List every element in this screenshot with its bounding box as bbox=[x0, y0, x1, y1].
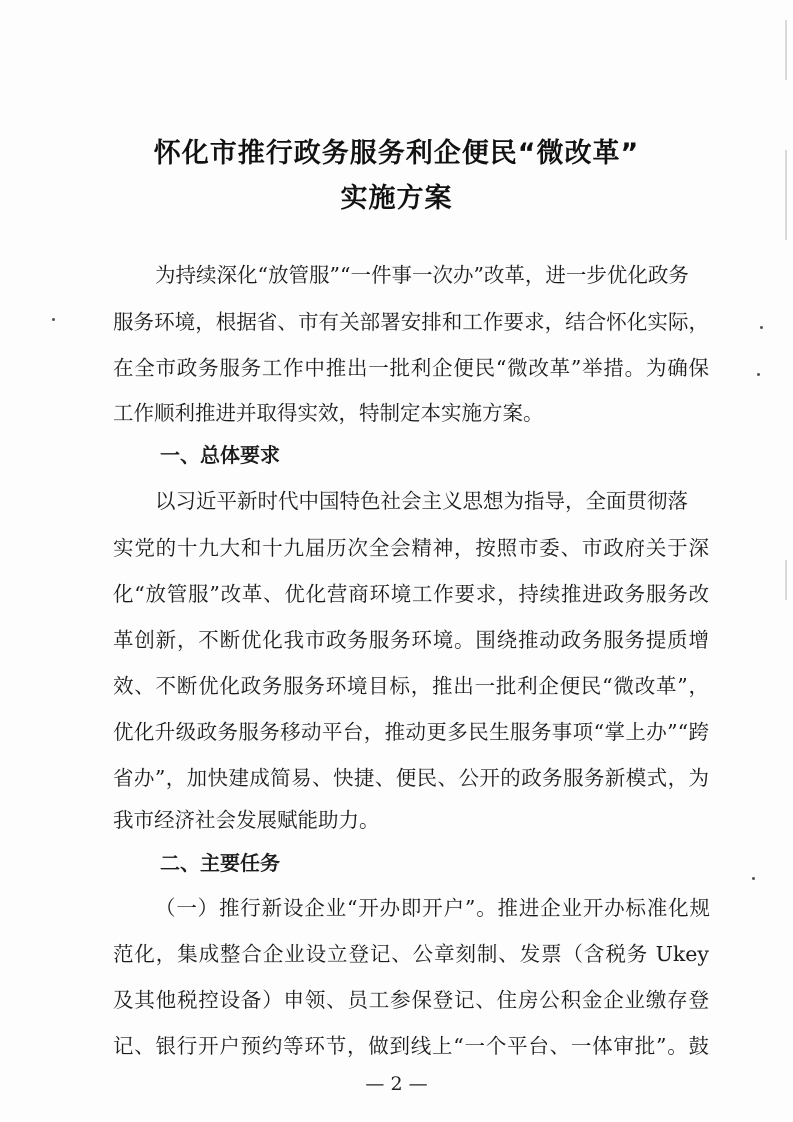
paragraph-line: 在全市政务服务工作中推出一批利企便民“微改革”举措。为确保 bbox=[113, 356, 709, 380]
paragraph-line: 我市经济社会发展赋能助力。 bbox=[113, 808, 380, 832]
paragraph-line: 以习近平新时代中国特色社会主义思想为指导，全面贯彻落 bbox=[155, 489, 688, 513]
scan-edge-mark bbox=[785, 20, 787, 80]
paragraph-line: 实党的十九大和十九届历次全会精神，按照市委、市政府关于深 bbox=[113, 536, 709, 560]
scan-speck bbox=[757, 373, 760, 376]
document-subtitle: 实施方案 bbox=[340, 183, 453, 214]
paragraph-line: 为持续深化“放管服”“一件事一次办”改革，进一步优化政务 bbox=[155, 263, 689, 287]
page-number: — 2 — bbox=[365, 1073, 428, 1095]
paragraph-line: 效、不断优化政务服务环境目标，推出一批利企便民“微改革”， bbox=[113, 674, 709, 698]
section-heading: 二、主要任务 bbox=[160, 851, 280, 875]
paragraph-line: 优化升级政务服务移动平台，推动更多民生服务事项“掌上办”“跨 bbox=[113, 720, 709, 744]
paragraph-line: 革创新，不断优化我市政务服务环境。围绕推动政务服务提质增 bbox=[113, 628, 709, 652]
paragraph-line: 范化，集成整合企业设立登记、公章刻制、发票（含税务 Ukey bbox=[113, 942, 709, 966]
paragraph-line: 及其他税控设备）申领、员工参保登记、住房公积金企业缴存登 bbox=[113, 988, 709, 1012]
paragraph-line: 工作顺利推进并取得实效，特制定本实施方案。 bbox=[113, 401, 544, 425]
paragraph-line: 记、银行开户预约等环节，做到线上“一个平台、一体审批”。鼓 bbox=[113, 1034, 709, 1058]
document-title: 怀化市推行政务服务利企便民“微改革” bbox=[153, 138, 640, 169]
scan-edge-mark bbox=[785, 560, 787, 600]
scan-speck bbox=[52, 318, 55, 321]
paragraph-line: （一）推行新设企业“开办即开户”。推进企业开办标准化规 bbox=[155, 896, 710, 920]
paragraph-line: 化“放管服”改革、优化营商环境工作要求，持续推进政务服务改 bbox=[113, 582, 709, 606]
paragraph-line: 服务环境，根据省、市有关部署安排和工作要求，结合怀化实际， bbox=[113, 310, 709, 334]
section-heading: 一、总体要求 bbox=[160, 443, 280, 467]
scan-speck bbox=[760, 326, 763, 329]
paragraph-line: 省办”，加快建成简易、快捷、便民、公开的政务服务新模式，为 bbox=[113, 766, 709, 790]
scan-speck bbox=[752, 877, 755, 880]
